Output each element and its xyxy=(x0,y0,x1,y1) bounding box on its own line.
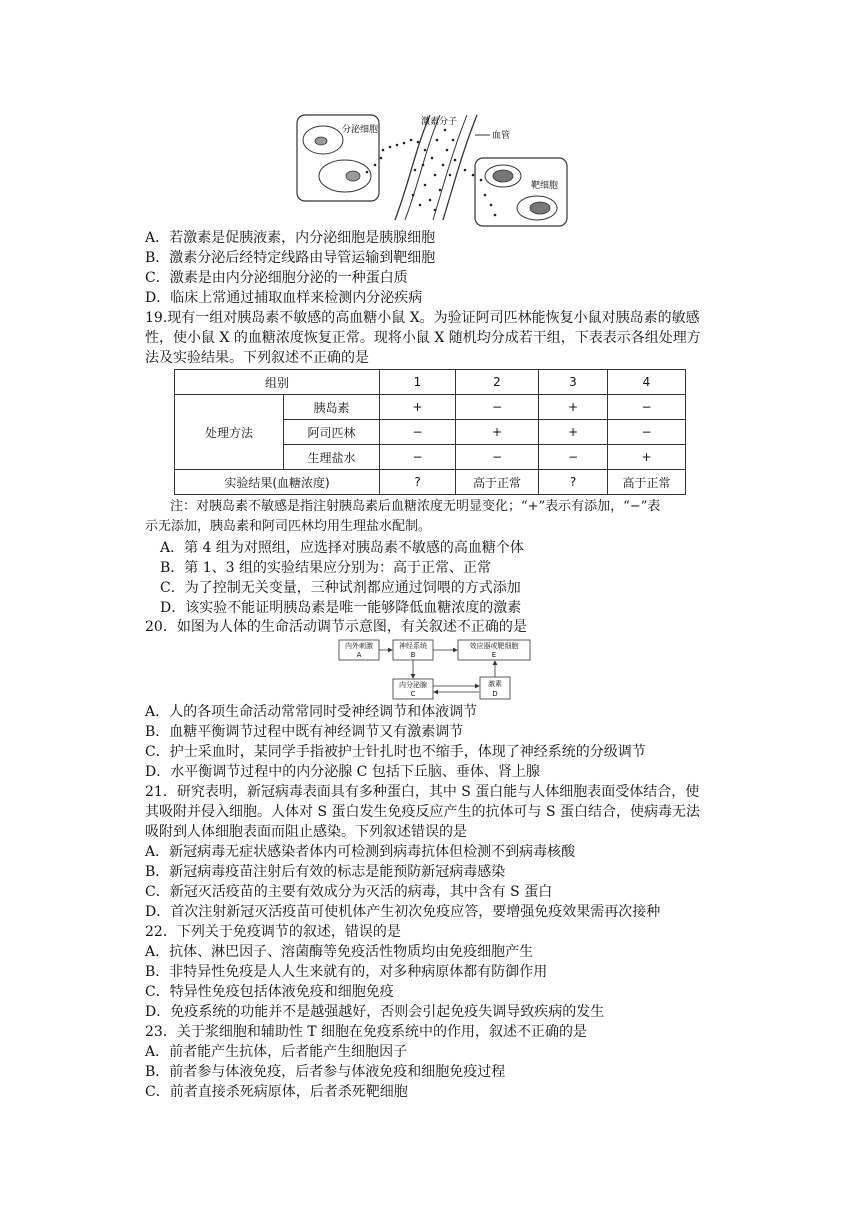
table-cell: + xyxy=(380,395,456,420)
q23-stem: 23．关于浆细胞和辅助性 T 细胞在免疫系统中的作用，叙述不正确的是 xyxy=(145,1024,588,1040)
table-cell: ? xyxy=(539,470,608,495)
hormone-molecule-label: 激素分子 xyxy=(421,117,458,127)
box-a-letter: A xyxy=(356,651,362,659)
secrete-cell-label: 分泌细胞 xyxy=(342,125,379,135)
blood-vessel-label: 血管 xyxy=(492,131,511,141)
q23-option-c: C．前者直接杀死病原体，后者杀死靶细胞 xyxy=(145,1084,408,1100)
table-header-cell: 4 xyxy=(608,370,686,395)
table-cell: + xyxy=(456,420,539,445)
table-cell: ? xyxy=(380,470,456,495)
experiment-table xyxy=(174,369,686,495)
box-d-letter: D xyxy=(492,690,498,698)
q19-option-d: D．该实验不能证明胰岛素是唯一能够降低血糖浓度的激素 xyxy=(160,600,522,616)
q18-option-c: C．激素是由内分泌细胞分泌的一种蛋白质 xyxy=(145,270,408,286)
table-cell: − xyxy=(608,420,686,445)
q21-option-c: C．新冠灭活疫苗的主要有效成分为灭活的病毒，其中含有 S 蛋白 xyxy=(145,884,553,900)
q18-option-b: B．激素分泌后经特定线路由导管运输到靶细胞 xyxy=(145,250,436,266)
box-c-label: 内分泌腺 xyxy=(399,681,427,689)
q19-stem-1: 19.现有一组对胰岛素不敏感的高血糖小鼠 X。为验证阿司匹林能恢复小鼠对胰岛素的敏感 xyxy=(145,310,700,326)
box-b-letter: B xyxy=(410,651,416,659)
table-header-cell: 2 xyxy=(456,370,539,395)
q19-note-2: 示无添加，胰岛素和阿司匹林均用生理盐水配制。 xyxy=(145,519,432,534)
hormone-dots xyxy=(366,129,497,217)
q23-option-b: B．前者参与体液免疫，后者参与体液免疫和细胞免疫过程 xyxy=(145,1064,506,1080)
q19-option-b: B．第 1、3 组的实验结果应分别为：高于正常、正常 xyxy=(160,560,492,576)
q21-option-a: A．新冠病毒无症状感染者体内可检测到病毒抗体但检测不到病毒核酸 xyxy=(145,844,576,860)
table-row-label: 生理盐水 xyxy=(284,445,380,470)
table-cell: − xyxy=(539,445,608,470)
q21-option-d: D．首次注射新冠灭活疫苗可使机体产生初次免疫应答，要增强免疫效果需再次接种 xyxy=(145,904,661,920)
box-e-label: 效应器或靶细胞 xyxy=(469,642,519,650)
regulation-diagram xyxy=(338,637,533,703)
table-cell: 高于正常 xyxy=(608,470,686,495)
q18-option-d: D．临床上常通过捕取血样来检测内分泌疾病 xyxy=(145,290,423,306)
table-cell: − xyxy=(608,395,686,420)
table-row xyxy=(175,470,686,495)
q19-note-1: 注：对胰岛素不敏感是指注射胰岛素后血糖浓度无明显变化；“+”表示有添加，“−”表 xyxy=(170,499,661,514)
table-header-cell: 组别 xyxy=(175,370,380,395)
table-row-label: 胰岛素 xyxy=(284,395,380,420)
box-b-label: 神经系统 xyxy=(399,642,427,650)
q19-option-c: C．为了控制无关变量，三种试剂都应通过饲喂的方式添加 xyxy=(160,580,521,596)
q21-option-b: B．新冠病毒疫苗注射后有效的标志是能预防新冠病毒感染 xyxy=(145,864,506,880)
table-header-cell: 3 xyxy=(539,370,608,395)
table-row xyxy=(175,395,686,420)
box-a-label: 内外刺激 xyxy=(345,642,373,650)
table-cell: + xyxy=(608,445,686,470)
table-header-row xyxy=(175,370,686,395)
q20-option-b: B．血糖平衡调节过程中既有神经调节又有激素调节 xyxy=(145,724,464,740)
q22-option-a: A．抗体、淋巴因子、溶菌酶等免疫活性物质均由免疫细胞产生 xyxy=(145,944,534,960)
q20-stem: 20．如图为人体的生命活动调节示意图，有关叙述不正确的是 xyxy=(145,619,527,635)
table-cell: + xyxy=(539,420,608,445)
box-c-letter: C xyxy=(410,690,416,698)
q22-option-d: D．免疫系统的功能并不是越强越好，否则会引起免疫失调导致疾病的发生 xyxy=(145,1004,605,1020)
q18-option-a: A．若激素是促胰液素，内分泌细胞是胰腺细胞 xyxy=(145,230,436,246)
q20-option-c: C．护士采血时，某同学手指被护士针扎时也不缩手，体现了神经系统的分级调节 xyxy=(145,744,646,760)
q20-option-d: D．水平衡调节过程中的内分泌腺 C 包括下丘脑、垂体、肾上腺 xyxy=(145,764,540,780)
table-cell: 高于正常 xyxy=(456,470,539,495)
target-cell-label: 靶细胞 xyxy=(531,181,559,191)
table-cell: − xyxy=(380,420,456,445)
table-row-label: 阿司匹林 xyxy=(284,420,380,445)
hormone-transport-figure xyxy=(295,110,570,228)
table-cell: + xyxy=(539,395,608,420)
result-label: 实验结果(血糖浓度) xyxy=(175,470,380,495)
box-e-letter: E xyxy=(491,651,497,659)
q22-option-b: B．非特异性免疫是人人生来就有的，对多种病原体都有防御作用 xyxy=(145,964,548,980)
table-header-cell: 1 xyxy=(380,370,456,395)
q21-stem-3: 吸附到人体细胞表面而阻止感染。下列叙述错误的是 xyxy=(145,824,467,840)
q22-option-c: C．特异性免疫包括体液免疫和细胞免疫 xyxy=(145,984,394,1000)
q21-stem-1: 21．研究表明，新冠病毒表面具有多种蛋白，其中 S 蛋白能与人体细胞表面受体结合，使 xyxy=(145,784,700,800)
q20-option-a: A．人的各项生命活动常常同时受神经调节和体液调节 xyxy=(145,704,478,720)
box-d-label: 激素 xyxy=(488,680,502,688)
q21-stem-2: 其吸附并侵入细胞。人体对 S 蛋白发生免疫反应产生的抗体可与 S 蛋白结合，使病毒无法 xyxy=(145,804,700,820)
table-cell: − xyxy=(456,395,539,420)
q19-option-a: A．第 4 组为对照组，应选择对胰岛素不敏感的高血糖个体 xyxy=(160,540,524,556)
q22-stem: 22．下列关于免疫调节的叙述，错误的是 xyxy=(145,924,401,940)
table-cell: − xyxy=(380,445,456,470)
q23-option-a: A．前者能产生抗体，后者能产生细胞因子 xyxy=(145,1044,408,1060)
treatment-group-label: 处理方法 xyxy=(175,395,284,470)
q19-stem-2: 性，使小鼠 X 的血糖浓度恢复正常。现将小鼠 X 随机均分成若干组，下表表示各组处理方 xyxy=(145,330,701,346)
table-cell: − xyxy=(456,445,539,470)
q19-stem-3: 法及实验结果。下列叙述不正确的是 xyxy=(145,350,369,366)
